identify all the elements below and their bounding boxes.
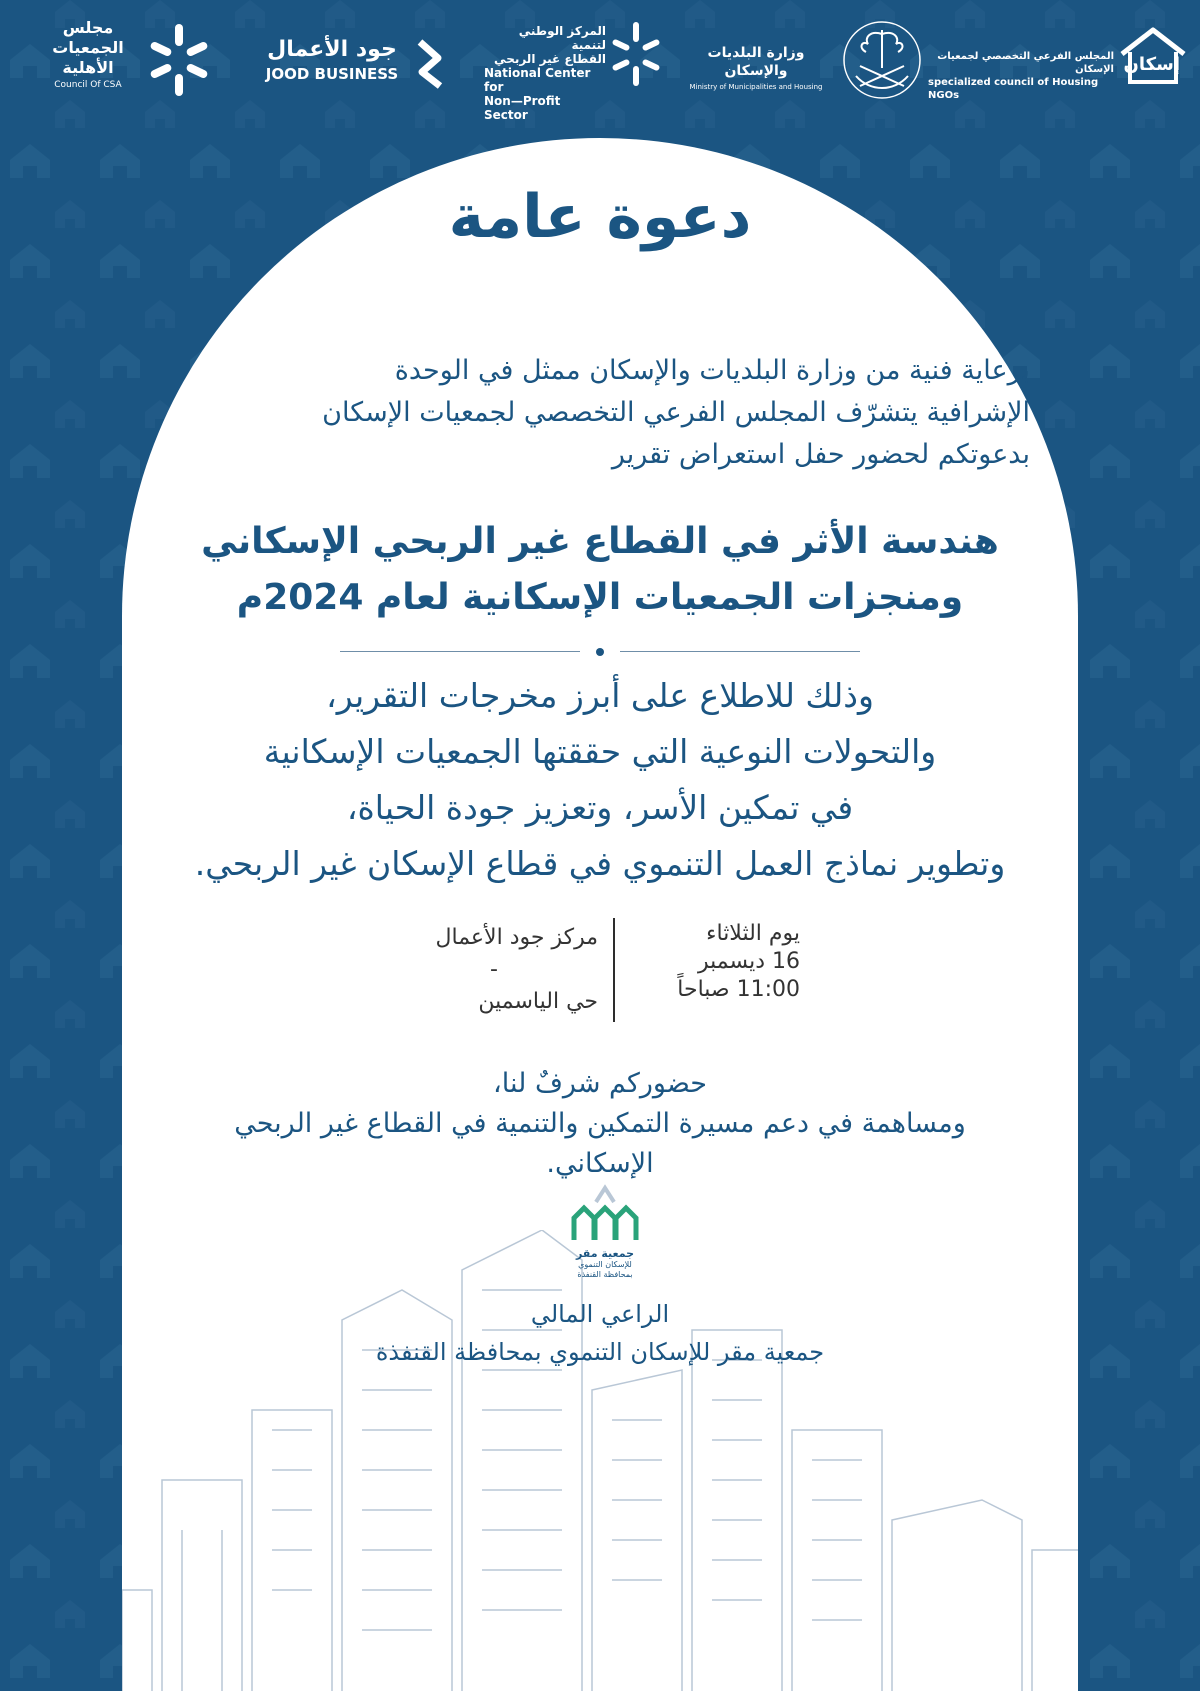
details-paragraph [140,668,1060,892]
intro-paragraph [170,350,1030,476]
ncnp-en-line2: Non—Profit Sector [484,94,561,122]
event-venue: مركز جود الأعمال [435,925,598,950]
csa-ar-line1: مجلس [62,18,114,37]
intro-line: برعاية فنية من وزارة البلديات والإسكان ممثل في الوحدة [394,355,1030,386]
council-mark: إسكان [1123,54,1180,75]
report-headline [160,514,1040,626]
details-line: وذلك للاطلاع على أبرز مخرجات التقرير، [326,676,874,715]
divider-dot [596,648,604,656]
logo-council-csa [38,14,198,114]
ncnp-en-line1: National Center for [484,66,591,94]
council-ar: المجلس الفرعي التخصصي لجمعيات الإسكان [937,51,1114,75]
event-district: حي الياسمين [478,989,598,1014]
logo-housing-council [928,14,1190,101]
headline-line: ومنجزات الجمعيات الإسكانية لعام 2024م [236,577,964,618]
divider-line-right [620,651,860,652]
saudi-emblem-icon [842,20,922,100]
ministry-ar: وزارة البلديات والإسكان [707,45,805,79]
jood-ar: جود الأعمال [267,37,397,62]
intro-line: الإشرافية يتشرّف المجلس الفرعي التخصصي لجمعيات الإسكان [322,397,1030,428]
council-en: specialized council of Housing NGOs [928,77,1099,101]
headline-line: هندسة الأثر في القطاع غير الربحي الإسكاني [201,521,999,562]
jood-mark-icon [416,38,446,90]
intro-line: بدعوتكم لحضور حفل استعراض تقرير [611,439,1030,470]
sponsor-name: جمعية مقر للإسكان التنموي بمحافظة القنفذة [375,1338,825,1366]
event-info-separator [613,918,615,1022]
logo-national-center [484,14,664,122]
closing-paragraph [170,1064,1030,1184]
ncnp-star-icon [612,22,660,88]
event-location [390,922,598,1018]
sponsor-logo-sub2: بمحافظة القنفذة [577,1270,633,1279]
closing-line: ومساهمة في دعم مسيرة التمكين والتنمية في القطاع غير الربحي [234,1108,966,1139]
sponsor-logo-sub1: للإسكان التنموي [578,1260,632,1269]
closing-line: حضوركم شرفٌ لنا، [493,1068,707,1099]
event-datetime [632,920,800,1004]
details-line: في تمكين الأسر، وتعزيز جودة الحياة، [346,788,854,827]
logo-jood-business [252,14,448,94]
sponsor-logo-name: جمعية مقر [575,1247,635,1260]
closing-line: الإسكاني. [546,1148,654,1179]
details-line: والتحولات النوعية التي حققتها الجمعيات الإسكانية [263,732,937,771]
logo-ministry [676,14,836,94]
ncnp-ar-line1: المركز الوطني لتنمية [518,24,606,52]
details-line: وتطوير نماذج العمل التنموي في قطاع الإسكان غير الربحي. [194,844,1006,883]
jood-en: JOOD BUSINESS [265,65,399,83]
page-title: دعوة عامة [448,182,752,252]
csa-star-icon [148,22,210,100]
event-day: يوم الثلاثاء [706,921,800,946]
csa-en: Council Of CSA [54,80,122,90]
section-divider [340,647,860,657]
sponsor-houses-icon [570,1184,640,1244]
header-logos [0,14,1200,124]
ncnp-ar-line2: القطاع غير الربحي [494,52,606,66]
sponsor-logo [570,1184,640,1294]
event-time: 11:00 صباحاً [677,977,800,1002]
ministry-en: Ministry of Municipalities and Housing [689,83,823,91]
csa-ar-line2: الجمعيات [52,38,124,57]
sponsor-label: الراعي المالي [530,1300,670,1328]
divider-line-left [340,651,580,652]
event-location-dash: - [490,957,498,982]
csa-ar-line3: الأهلية [62,58,114,77]
event-date: 16 ديسمبر [697,949,800,974]
